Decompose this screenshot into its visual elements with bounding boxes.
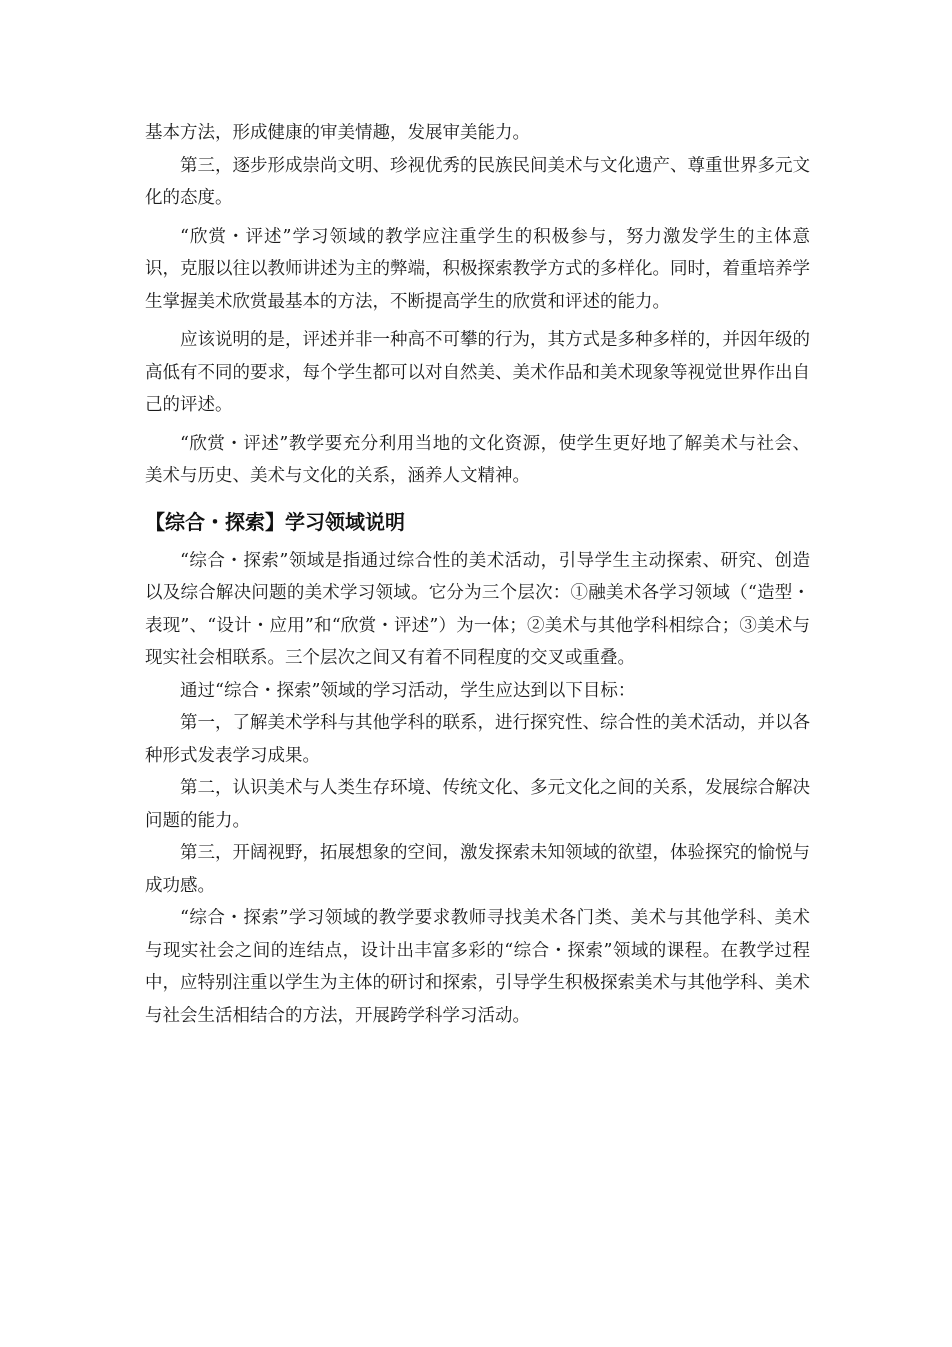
paragraph-after-4: 第二，认识美术与人类生存环境、传统文化、多元文化之间的关系，发展综合解决问题的能力。 [145,778,810,831]
document-body [145,117,810,1032]
paragraph-before-4: 应该说明的是，评述并非一种高不可攀的行为，其方式是多种多样的，并因年级的高低有不同的要求，每个学生都可以对自然美、美术作品和美术现象等视觉世界作出自己的评述。 [145,330,810,415]
paragraph-before-5: “欣赏・评述”教学要充分利用当地的文化资源，使学生更好地了解美术与社会、美术与历史、美术与文化的关系，涵养人文精神。 [145,433,810,486]
paragraph-after-5: 第三，开阔视野，拓展想象的空间，激发探索未知领域的欲望，体验探究的愉悦与成功感。 [145,843,810,896]
paragraph-after-1: “综合・探索”领域是指通过综合性的美术活动，引导学生主动探索、研究、创造以及综合解决问题的美术学习领域。它分为三个层次：①融美术各学习领域（“造型・表现”、“设计・应用”和“欣赏・评述”）为一体；②美术与其他学科相综合；③美术与现实社会相联系。三个层次之间又有着不同程度的交叉或重叠。 [145,550,810,668]
paragraph-before-3: “欣赏・评述”学习领域的教学应注重学生的积极参与，努力激发学生的主体意识，克服以往以教师讲述为主的弊端，积极探索教学方式的多样化。同时，着重培养学生掌握美术欣赏最基本的方法，不断提高学生的欣赏和评述的能力。 [145,226,810,312]
paragraph-before-2: 第三，逐步形成崇尚文明、珍视优秀的民族民间美术与文化遗产、尊重世界多元文化的态度。 [145,155,810,208]
paragraph-after-3: 第一，了解美术学科与其他学科的联系，进行探究性、综合性的美术活动，并以各种形式发表学习成果。 [145,713,810,766]
paragraph-before-1: 基本方法，形成健康的审美情趣，发展审美能力。 [145,123,530,143]
paragraph-after-2: 通过“综合・探索”领域的学习活动，学生应达到以下目标： [180,680,636,701]
paragraph-after-6: “综合・探索”学习领域的教学要求教师寻找美术各门类、美术与其他学科、美术与现实社会之间的连结点，设计出丰富多彩的“综合・探索”领域的课程。在教学过程中，应特别注重以学生为主体的研讨和探索，引导学生积极探索美术与其他学科、美术与社会生活相结合的方法，开展跨学科学习活动。 [145,908,810,1026]
section-heading: 【综合・探索】学习领域说明 [145,509,405,534]
